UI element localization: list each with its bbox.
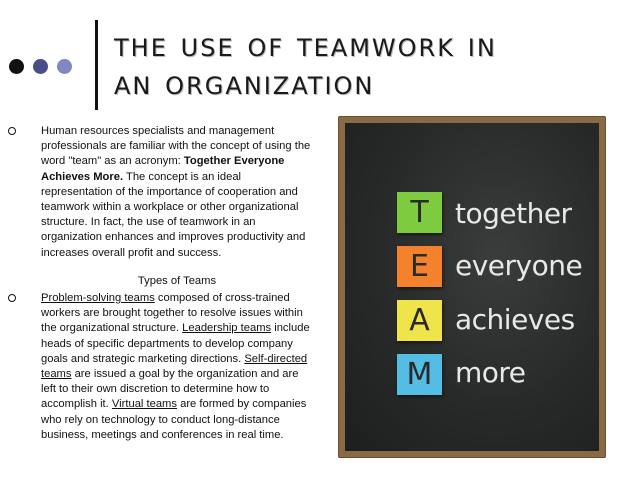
bullet-icon: [8, 294, 16, 302]
leadership-teams-link[interactable]: Leadership teams: [182, 322, 272, 335]
types-subheading: Types of Teams: [137, 275, 217, 287]
intro-text-end: The concept is an ideal representation of the importance of cooperation and teamwork within a workplace or other organizational structure. In fact, the use of teamwork in an organization enhances and improves productivity and increases overall profit and success.: [41, 170, 306, 259]
intro-text-start: Human resources specialists and management professionals are familiar with the concept of using the word "team" as an acronym:: [41, 125, 311, 168]
note-letter: E: [410, 249, 429, 284]
chalk-word-more: more: [455, 356, 526, 389]
team-types-paragraph: [41, 291, 313, 443]
decorative-dots: [9, 59, 72, 74]
leadership-desc: include heads of specific departments to develop company goals and strategic marketing directions.: [41, 322, 310, 365]
dot-2: [33, 59, 48, 74]
team-chalkboard-image: [338, 116, 606, 458]
slide-title: [114, 26, 594, 102]
title-divider: [95, 20, 98, 110]
note-letter: T: [410, 195, 429, 230]
note-letter: M: [406, 357, 433, 392]
virtual-desc: are formed by companies who rely on technology to conduct long-distance business, meetings and conferences in real time.: [41, 398, 307, 441]
title-line-2: an organization: [114, 63, 375, 103]
sticky-note-t: [397, 192, 442, 233]
self-directed-teams-link[interactable]: Self-directed teams: [41, 352, 308, 381]
chalk-word-everyone: everyone: [455, 249, 583, 282]
self-directed-desc: are issued a goal by the organization and are left to their own discretion to determine how to accomplish it.: [41, 368, 299, 411]
virtual-teams-link[interactable]: Virtual teams: [111, 398, 177, 411]
problem-solving-teams-link[interactable]: Problem-solving teams: [41, 292, 155, 304]
problem-solving-desc: composed of cross-trained workers are brought together to resolve issues within the organizational structure.: [41, 292, 303, 335]
chalk-word-together: together: [455, 197, 572, 230]
title-line-1: the use of teamwork in: [114, 25, 497, 65]
chalkboard: [345, 123, 599, 451]
intro-paragraph: [41, 124, 313, 261]
bullet-icon: [8, 127, 16, 135]
sticky-note-e: [397, 246, 442, 287]
chalk-word-achieves: achieves: [455, 303, 575, 336]
sticky-note-a: [397, 300, 442, 341]
note-letter: A: [409, 303, 430, 338]
acronym-phrase: Together Everyone Achieves More.: [41, 155, 285, 183]
dot-1: [9, 59, 24, 74]
dot-3: [57, 59, 72, 74]
sticky-note-m: [397, 354, 442, 395]
